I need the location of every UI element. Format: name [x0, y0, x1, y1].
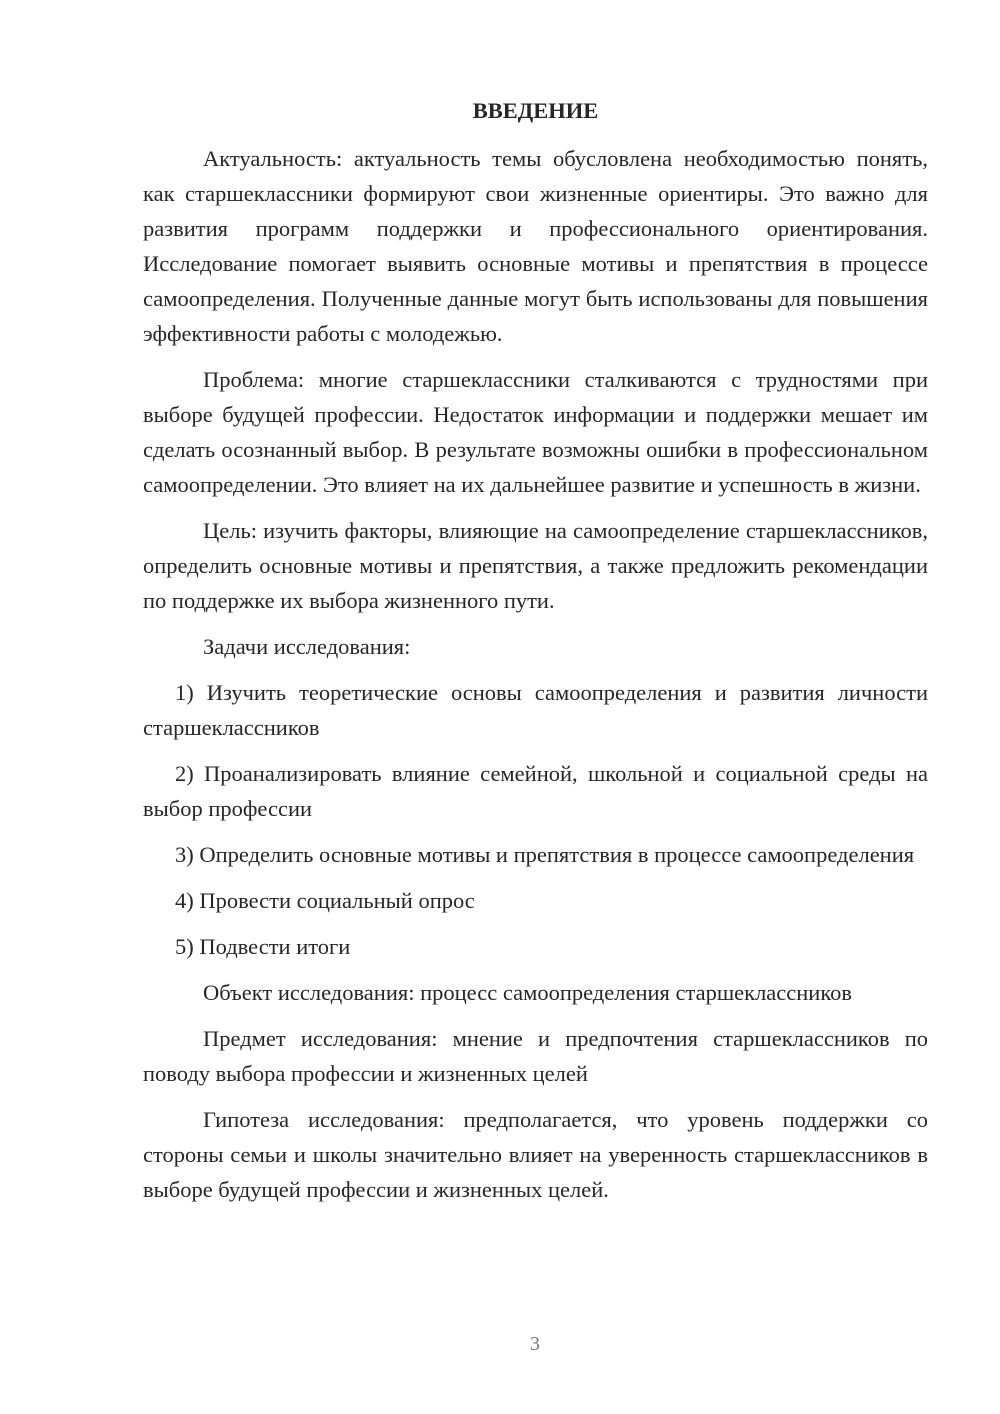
task-item-1: 1) Изучить теоретические основы самоопределения и развития личности старшеклассников	[143, 680, 928, 740]
hypothesis-paragraph: Гипотеза исследования: предполагается, что уровень поддержки со стороны семьи и школы значительно влияет на уверенность старшеклассников в выборе будущей профессии и жизненных целей.	[143, 1107, 928, 1202]
goal-paragraph: Цель: изучить факторы, влияющие на самоопределение старшеклассников, определить основные мотивы и препятствия, а также предложить рекомендации по поддержке их выбора жизненного пути.	[143, 518, 928, 613]
task-item-4: 4) Провести социальный опрос	[175, 888, 475, 913]
task-item-5: 5) Подвести итоги	[175, 934, 351, 959]
subject-paragraph: Предмет исследования: мнение и предпочтения старшеклассников по поводу выбора профессии и жизненных целей	[143, 1026, 928, 1086]
object-paragraph: Объект исследования: процесс самоопределения старшеклассников	[203, 980, 853, 1005]
page-title: ВВЕДЕНИЕ	[472, 98, 599, 123]
page-number: 3	[530, 1333, 540, 1355]
tasks-heading: Задачи исследования:	[203, 634, 411, 659]
problem-paragraph: Проблема: многие старшеклассники сталкиваются с трудностями при выборе будущей профессии. Недостаток информации и поддержки мешает им сделать осознанный выбор. В результате возможны ошибки в профессиональном самоопределении. Это влияет на их дальнейшее развитие и успешность в жизни.	[143, 367, 928, 497]
page-content	[143, 93, 928, 1218]
task-item-2: 2) Проанализировать влияние семейной, школьной и социальной среды на выбор профессии	[143, 761, 928, 821]
relevance-paragraph: Актуальность: актуальность темы обусловлена необходимостью понять, как старшеклассники формируют свои жизненные ориентиры. Это важно для развития программ поддержки и профессионального ориентирования. Исследование помогает выявить основные мотивы и препятствия в процессе самоопределения. Полученные данные могут быть использованы для повышения эффективности работы с молодежью.	[143, 146, 928, 346]
task-item-3: 3) Определить основные мотивы и препятствия в процессе самоопределения	[175, 842, 915, 867]
